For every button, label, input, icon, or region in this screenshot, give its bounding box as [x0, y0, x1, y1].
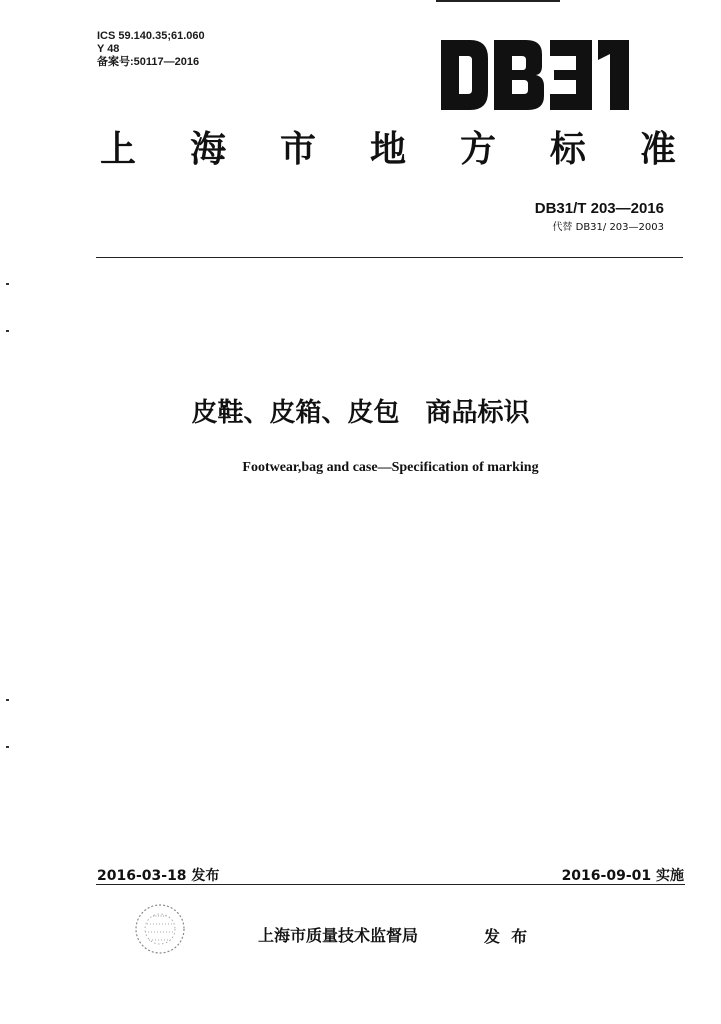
title-char: 市 [279, 129, 316, 170]
replaces-standard: 代替 DB31/ 203—2003 [552, 222, 664, 233]
margin-mark [6, 283, 9, 285]
publish-label: 发 布 [484, 927, 528, 946]
margin-mark [6, 699, 9, 701]
logo-text: DB31 [440, 34, 443, 35]
implementation-date: 2016-09-01 实施 [561, 868, 684, 884]
publisher-name: 上海市质量技术监督局 [258, 926, 419, 945]
title-char: 方 [459, 129, 496, 170]
ics-code: ICS 59.140.35;61.060 [97, 30, 205, 42]
publisher-seal-icon [133, 902, 187, 956]
title-char: 标 [549, 129, 586, 170]
margin-mark [6, 330, 9, 332]
category-code: Y 48 [97, 43, 120, 55]
title-char: 上 [100, 129, 137, 170]
issue-date: 2016-03-18 发布 [97, 868, 220, 884]
title-char: 地 [369, 129, 406, 170]
standard-type-title [100, 130, 676, 170]
record-number: 备案号:50117—2016 [97, 56, 200, 68]
margin-mark [6, 746, 9, 748]
document-title-english: Footwear,bag and case—Specification of marking [242, 460, 539, 475]
top-edge-rule [436, 0, 560, 2]
standard-number: DB31/T 203—2016 [534, 200, 664, 217]
db31-logo [440, 34, 640, 114]
title-char: 准 [639, 129, 676, 170]
footer-divider [96, 884, 685, 885]
classification-block [97, 30, 205, 69]
title-char: 海 [189, 129, 226, 170]
document-title-chinese: 皮鞋、皮箱、皮包 商品标识 [191, 398, 530, 428]
header-divider [96, 257, 683, 258]
